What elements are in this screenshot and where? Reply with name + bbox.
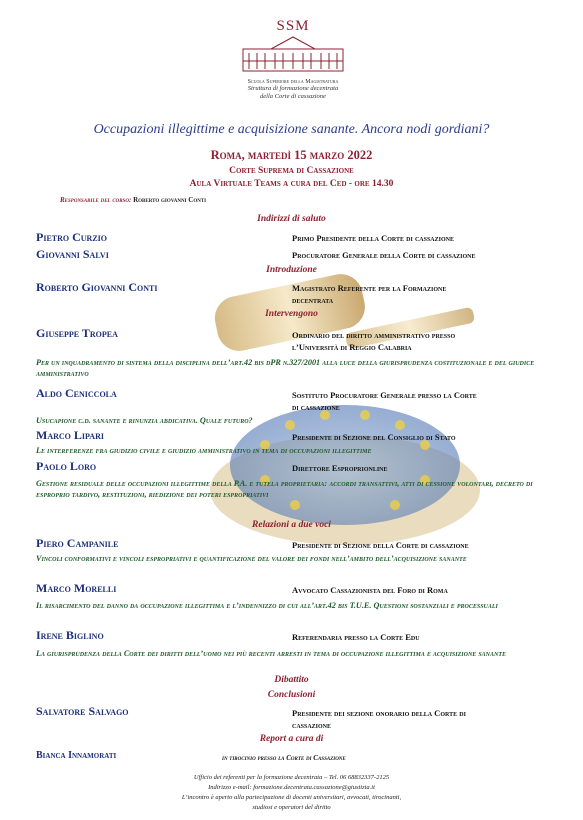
section-report: Report a cura di [259,734,324,744]
section-relazioni: Relazioni a due voci [252,520,331,530]
speaker-role: Sostituto Procuratore Generale presso la Corte [292,390,477,400]
speaker-role: Presidente di Sezione della Corte di cassazione [292,540,469,550]
talk-topic: Le interferenze fra giudizio civile e giudizio amministrativo in tema di occupazioni illegittime [36,446,372,455]
speaker-name: Roberto Giovanni Conti [36,280,158,294]
resp-label: Responsabile del corso: [60,196,132,204]
footer-office: Ufficio dei referenti per la formazione decentrata – Tel. 06 68832337-2125 [193,774,390,781]
speaker-name: Giuseppe Tropea [36,326,118,340]
speaker-role: Presidente dei sezione onorario della Corte di [292,708,466,718]
speaker-role: Primo Presidente della Corte di cassazione [292,233,454,243]
talk-topic: Gestione residuale delle occupazioni illegittime della P.A. e tutela proprietaria: accordi transattivi, atti di cessione volontari, decreto di esproprio tardivo, restituzioni, riedizione dei poteri espropriativi [36,479,533,499]
footer-note: L’incontro è aperto alla partecipazione di docenti universitari, avvocati, tirocinanti, [181,794,402,801]
speaker-name: Irene Biglino [36,628,104,642]
logo-text: SSM [276,18,310,34]
speaker-name: Marco Morelli [36,581,117,595]
talk-topic: Il risarcimento del danno da occupazione illegittima e l’indennizzo di cui all’art.42 bis T.U.E. Questioni sostanziali e processuali [36,601,498,610]
speaker-role: l’Università di Reggio Calabria [292,342,412,352]
speaker-name: Salvatore Salvago [36,704,129,718]
speaker-role: Ordinario del diritto amministrativo presso [292,330,456,340]
footer-email: Indirizzo e-mail: formazione.decentrata.cassazione@giustizia.it [208,784,375,791]
school-sub2: della Corte di cassazione [260,93,326,100]
school-sub1: Struttura di formazione decentrata [247,85,339,92]
event-location: Corte Suprema di Cassazione [229,166,354,176]
footer-note-2: studiosi e operatori del diritto [252,804,331,811]
speaker-role: cassazione [292,720,332,730]
speaker-role: Direttore Esproprionline [292,463,388,473]
speaker-name: Paolo Loro [36,459,97,473]
talk-topic: Per un inquadramento di sistema della disciplina dell’art.42 bis dPR n.327/2001 alla luce della giurisprudenza costituzionale e del giudice amministrativo [36,358,535,378]
section-interv: Intervengono [265,309,318,319]
building-icon [241,35,345,73]
event-date: Roma, martedì 15 marzo 2022 [210,148,373,162]
speaker-role: decentrata [292,295,334,305]
talk-topic: Vincoli conformativi e vincoli espropriativi e quantificazione del valore dei fondi nell’ambito dell’acquisizione sanante [36,554,467,563]
speaker-name: Aldo Ceniccola [36,386,117,400]
speaker-role: Presidente di Sezione del Consiglio di Stato [292,432,456,442]
course-responsible [60,196,206,204]
speaker-role: in tirocinio presso la Corte di Cassazione [222,754,346,762]
speaker-name: Marco Lipari [36,428,104,442]
event-venue: Aula Virtuale Teams a cura del Ced - ore 14.30 [189,179,394,189]
speaker-name: Bianca Innamorati [36,750,117,761]
speaker-role: Procuratore Generale della Corte di cassazione [292,250,476,260]
speaker-name: Giovanni Salvi [36,247,109,261]
speaker-name: Pietro Curzio [36,230,108,244]
event-title: Occupazioni illegittime e acquisizione sanante. Ancora nodi gordiani? [93,122,490,137]
speaker-role: Magistrato Referente per la Formazione [292,283,447,293]
section-intro: Introduzione [266,265,317,275]
speaker-name: Piero Campanile [36,536,119,550]
section-dibattito: Dibattito [274,675,309,685]
ssm-logo [238,18,348,101]
speaker-role: di cassazione [292,402,340,412]
talk-topic: Usucapione c.d. sanante e rinunzia abdicativa. Quale futuro? [36,416,253,425]
section-conclusioni: Conclusioni [267,690,316,700]
talk-topic: La giurisprudenza della Corte dei diritti dell’uomo nei più recenti arresti in tema di occupazione illegittima e acquisizione sanante [36,649,506,658]
speaker-role: Avvocato Cassazionista del Foro di Roma [292,585,448,595]
resp-name: Roberto giovanni Conti [133,196,207,204]
school-name: Scuola Superiore della Magistratura [247,79,339,85]
speaker-role: Referendaria presso la Corte Edu [292,632,420,642]
section-saluti: Indirizzi di saluto [257,214,326,224]
